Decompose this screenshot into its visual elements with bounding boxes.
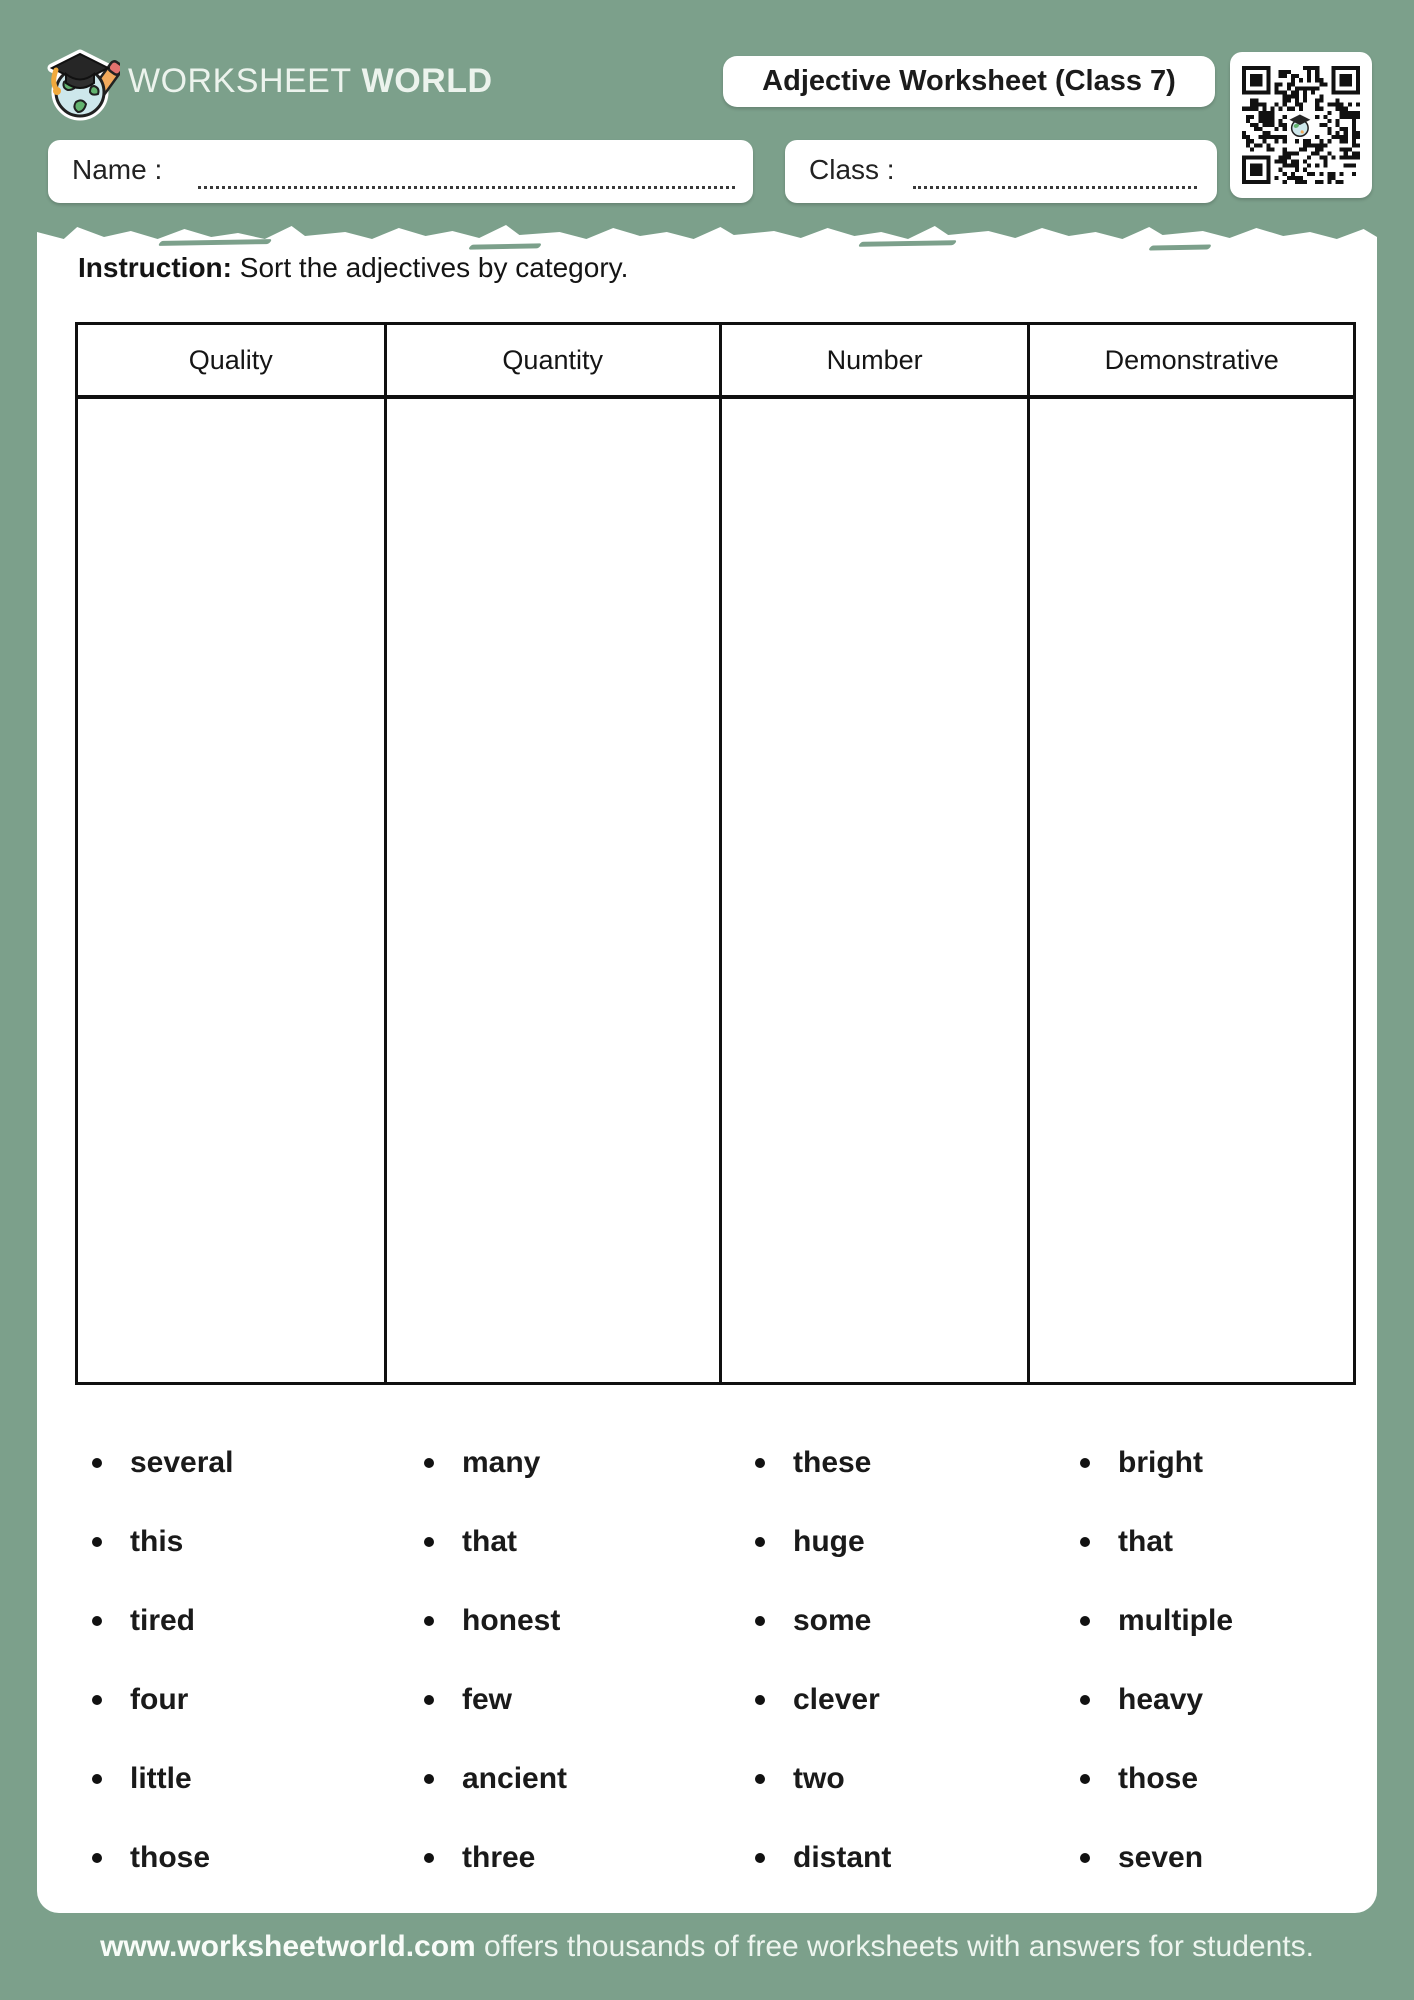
header-cell-quantity: Quantity xyxy=(387,325,722,395)
word-label: bright xyxy=(1118,1445,1203,1479)
word-item[interactable] xyxy=(755,1683,1080,1717)
word-label: some xyxy=(793,1603,872,1637)
header-cell-quality: Quality xyxy=(78,325,387,395)
word-label: many xyxy=(462,1445,541,1479)
word-label: several xyxy=(130,1445,234,1479)
bullet-icon xyxy=(755,1537,765,1547)
footer-url[interactable]: www.worksheetworld.com xyxy=(100,1930,476,1963)
word-item[interactable] xyxy=(755,1762,1080,1796)
table-body xyxy=(78,399,1353,1382)
answer-area-demonstrative[interactable] xyxy=(1030,399,1353,1382)
word-label: this xyxy=(130,1524,184,1558)
word-item[interactable] xyxy=(424,1525,755,1559)
bullet-icon xyxy=(92,1537,102,1547)
instruction-label: Instruction: xyxy=(78,252,232,283)
footer-text: offers thousands of free worksheets with answers for students. xyxy=(475,1930,1314,1963)
bullet-icon xyxy=(92,1853,102,1863)
name-input-line[interactable] xyxy=(198,185,735,189)
word-item[interactable] xyxy=(92,1762,424,1796)
bullet-icon xyxy=(1080,1537,1090,1547)
bullet-icon xyxy=(755,1853,765,1863)
word-label: heavy xyxy=(1118,1682,1204,1716)
name-field xyxy=(48,140,753,203)
word-item[interactable] xyxy=(755,1446,1080,1480)
word-label: tired xyxy=(130,1603,196,1637)
word-label: honest xyxy=(462,1603,561,1637)
word-label: two xyxy=(793,1761,845,1795)
word-label: ancient xyxy=(462,1761,568,1795)
brand-logo-icon xyxy=(46,44,120,124)
bullet-icon xyxy=(424,1695,434,1705)
bullet-icon xyxy=(92,1774,102,1784)
word-label: few xyxy=(462,1682,513,1716)
word-label: distant xyxy=(793,1840,892,1874)
bullet-icon xyxy=(1080,1695,1090,1705)
word-label: three xyxy=(462,1840,536,1874)
word-label: seven xyxy=(1118,1840,1204,1874)
instruction-text: Sort the adjectives by category. xyxy=(232,252,629,283)
word-bank xyxy=(92,1423,1362,1897)
word-label: little xyxy=(130,1761,192,1795)
bullet-icon xyxy=(92,1695,102,1705)
table-header-row xyxy=(78,325,1353,399)
word-item[interactable] xyxy=(424,1762,755,1796)
bullet-icon xyxy=(1080,1616,1090,1626)
header-cell-demonstrative: Demonstrative xyxy=(1104,344,1279,375)
bullet-icon xyxy=(424,1458,434,1468)
qr-card xyxy=(1230,52,1372,198)
bullet-icon xyxy=(755,1695,765,1705)
word-item[interactable] xyxy=(1080,1841,1362,1875)
answer-area-quantity[interactable] xyxy=(387,399,722,1382)
word-item[interactable] xyxy=(1080,1762,1362,1796)
bullet-icon xyxy=(755,1458,765,1468)
footer-note xyxy=(0,1930,1414,1964)
word-label: that xyxy=(1118,1524,1173,1558)
word-item[interactable] xyxy=(424,1683,755,1717)
brand-name xyxy=(128,62,493,101)
word-item[interactable] xyxy=(92,1683,424,1717)
bullet-icon xyxy=(1080,1853,1090,1863)
word-item[interactable] xyxy=(424,1604,755,1638)
word-label: those xyxy=(130,1840,211,1874)
word-label: huge xyxy=(793,1524,865,1558)
word-item[interactable] xyxy=(92,1841,424,1875)
word-item[interactable] xyxy=(92,1525,424,1559)
word-item[interactable] xyxy=(424,1446,755,1480)
word-item[interactable] xyxy=(92,1604,424,1638)
word-item[interactable] xyxy=(92,1446,424,1480)
answer-area-quality[interactable] xyxy=(78,399,387,1382)
bullet-icon xyxy=(755,1774,765,1784)
word-item[interactable] xyxy=(755,1525,1080,1559)
bullet-icon xyxy=(755,1616,765,1626)
word-label: multiple xyxy=(1118,1603,1234,1637)
word-label: four xyxy=(130,1682,189,1716)
brand-name-regular: WORKSHEET xyxy=(128,62,352,100)
word-label: those xyxy=(1118,1761,1199,1795)
word-item[interactable] xyxy=(1080,1446,1362,1480)
sorting-table xyxy=(75,322,1356,1385)
class-field xyxy=(785,140,1217,203)
class-input-line[interactable] xyxy=(913,185,1197,189)
word-item[interactable] xyxy=(1080,1604,1362,1638)
word-label: clever xyxy=(793,1682,880,1716)
brand-name-bold: WORLD xyxy=(361,62,493,100)
worksheet-title-text: Adjective Worksheet (Class 7) xyxy=(762,65,1176,97)
bullet-icon xyxy=(92,1616,102,1626)
bullet-icon xyxy=(424,1537,434,1547)
word-label: these xyxy=(793,1445,872,1479)
bullet-icon xyxy=(424,1774,434,1784)
answer-area-number[interactable] xyxy=(722,399,1031,1382)
bullet-icon xyxy=(424,1853,434,1863)
word-item[interactable] xyxy=(1080,1683,1362,1717)
worksheet-title xyxy=(723,56,1215,107)
instruction xyxy=(78,252,628,284)
bullet-icon xyxy=(424,1616,434,1626)
qr-logo-icon xyxy=(1286,110,1316,140)
word-item[interactable] xyxy=(1080,1525,1362,1559)
word-item[interactable] xyxy=(755,1841,1080,1875)
word-item[interactable] xyxy=(755,1604,1080,1638)
header-cell-number: Number xyxy=(722,325,1031,395)
name-label: Name : xyxy=(72,154,163,185)
bullet-icon xyxy=(1080,1774,1090,1784)
word-item[interactable] xyxy=(424,1841,755,1875)
bullet-icon xyxy=(1080,1458,1090,1468)
bullet-icon xyxy=(92,1458,102,1468)
class-label: Class : xyxy=(809,154,895,185)
word-label: that xyxy=(462,1524,517,1558)
